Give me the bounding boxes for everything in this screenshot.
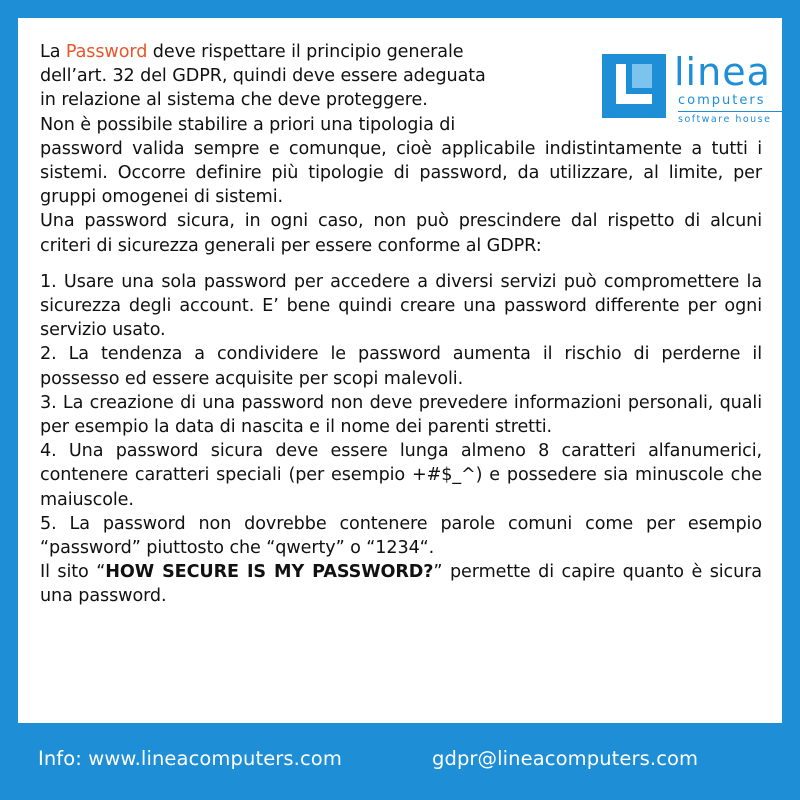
- list-item-2: 2. La tendenza a condividere le password aumenta il rischio di perderne il possesso ed essere acquisite per scopi malevoli.: [40, 344, 762, 389]
- footer-email-link[interactable]: gdpr@lineacomputers.com: [432, 747, 699, 770]
- list-item-5: 5. La password non dovrebbe contenere parole comuni come per esempio “password” piuttosto che “qwerty” o “1234“.: [40, 513, 762, 559]
- intro-line-2: dell’art. 32 del GDPR, quindi deve essere adeguata: [40, 66, 486, 87]
- closing-paragraph: Il sito “HOW SECURE IS MY PASSWORD?” permette di capire quanto è sicura una password.: [40, 562, 762, 607]
- footer-bar: [0, 723, 800, 800]
- intro-p2-line-1: Non è possibile stabilire a priori una tipologia di: [40, 114, 456, 135]
- footer-website-link[interactable]: Info: www.lineacomputers.com: [38, 747, 342, 770]
- logo-tagline: software house: [678, 114, 772, 125]
- intro-line-1: La Password deve rispettare il principio generale: [40, 42, 464, 62]
- site-name: HOW SECURE IS MY PASSWORD?: [105, 562, 434, 583]
- list-item-4: 4. Una password sicura deve essere lunga almeno 8 caratteri alfanumerici, contenere caratteri speciali (per esempio +#$_^) e possedere sia minuscole che maiuscole.: [40, 441, 762, 510]
- list-item-3: 3. La creazione di una password non deve prevedere informazioni personali, quali per esempio la data di nascita e il nome dei parenti stretti.: [40, 392, 762, 438]
- content-card: [18, 18, 782, 723]
- logo-wordmark: linea: [674, 50, 771, 94]
- intro-section: [40, 40, 762, 258]
- intro-p3: Una password sicura, in ogni caso, non può prescindere dal rispetto di alcuni criteri di sicurezza generali per essere conforme al GDPR:: [40, 211, 762, 256]
- logo-subtitle: computers: [678, 93, 766, 108]
- document-body: [40, 40, 762, 609]
- list-item-1: 1. Usare una sola password per accedere a diversi servizi può compromettere la sicurezza degli account. E’ bene quindi creare una password differente per ogni servizio usato.: [40, 271, 762, 341]
- intro-line-3: in relazione al sistema che deve proteggere.: [40, 90, 428, 111]
- password-highlight: Password: [65, 42, 148, 62]
- intro-p2-rest: password valida sempre e comunque, cioè applicabile indistintamente a tutti i sistemi. Occorre definire più tipologie di password, da utilizzare, al limite, per gruppi omogenei di sistemi.: [40, 138, 762, 208]
